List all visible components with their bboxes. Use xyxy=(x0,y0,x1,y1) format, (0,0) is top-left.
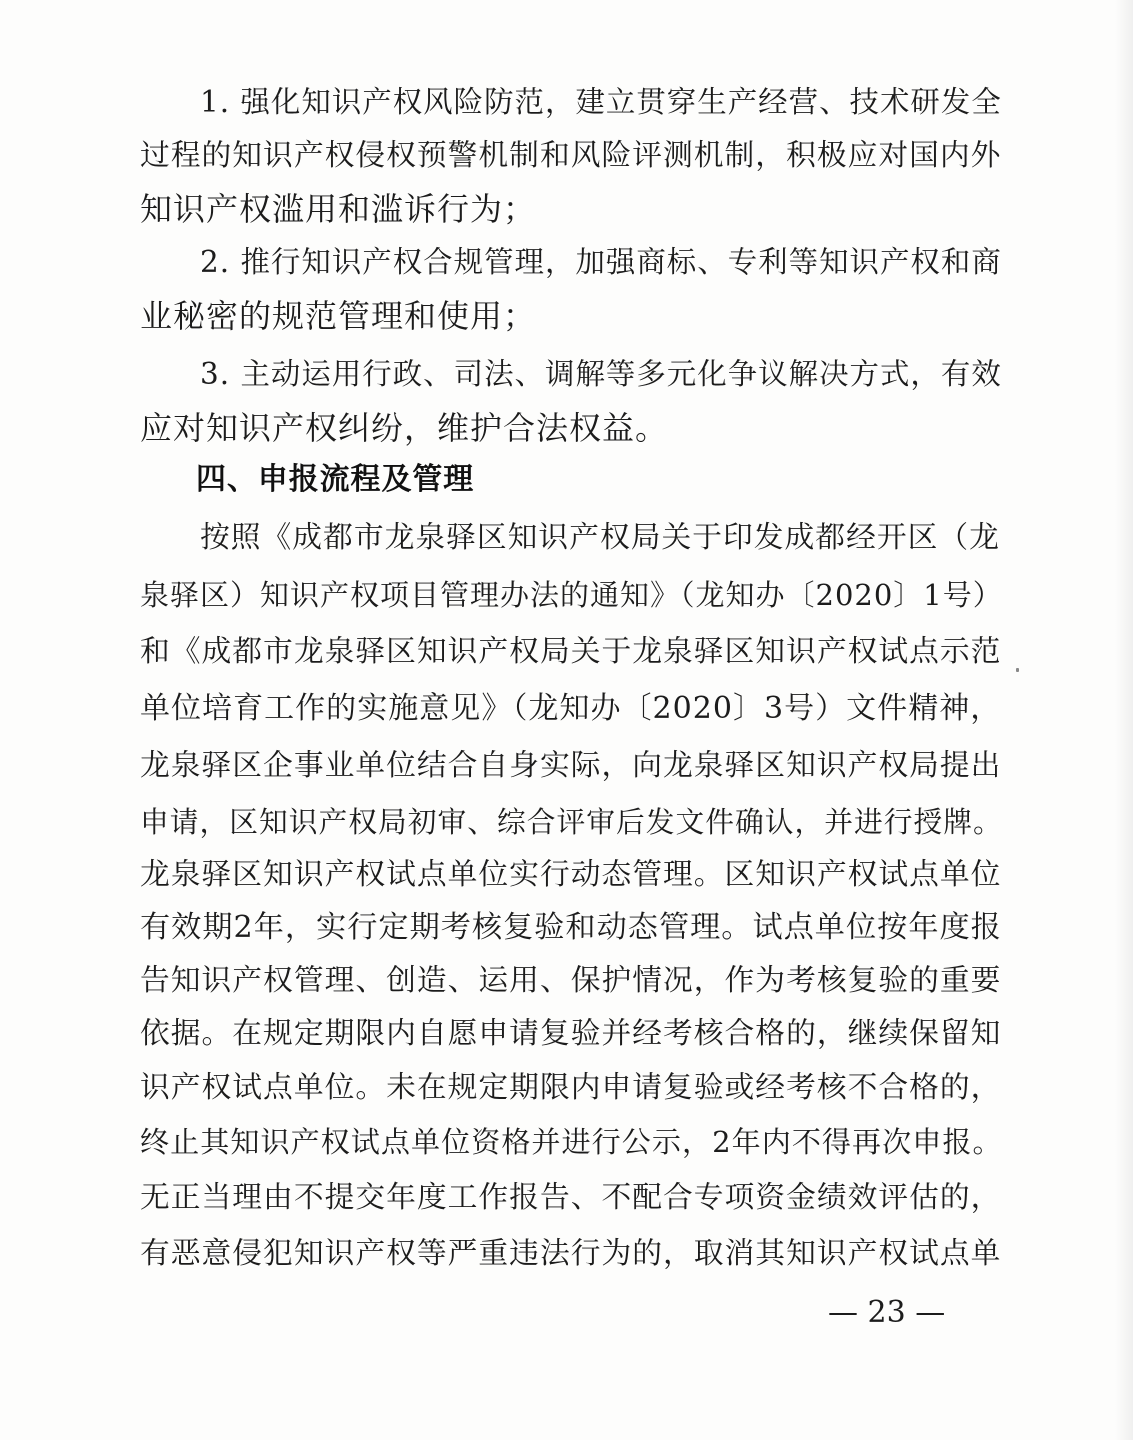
paragraph-line-20: 终止其知识产权试点单位资格并进行公示，2年内不得再次申报。 xyxy=(140,1125,1003,1159)
paragraph-line-11: 和《成都市龙泉驿区知识产权局关于龙泉驿区知识产权试点示范 xyxy=(140,634,1002,669)
page-edge-shadow xyxy=(1115,0,1133,1440)
paragraph-line-6: 3. 主动运用行政、司法、调解等多元化争议解决方式，有效 xyxy=(200,357,1002,391)
paragraph-line-4: 2. 推行知识产权合规管理，加强商标、专利等知识产权和商 xyxy=(200,245,1002,279)
paragraph-line-1: 1. 强化知识产权风险防范，建立贯穿生产经营、技术研发全 xyxy=(200,85,1002,119)
paragraph-line-3: 知识产权滥用和滥诉行为； xyxy=(140,190,537,228)
page-number: — 23 — xyxy=(828,1295,946,1330)
paragraph-line-12: 单位培育工作的实施意见》（龙知办〔2020〕3号）文件精神， xyxy=(140,691,1002,726)
paragraph-line-21: 无正当理由不提交年度工作报告、不配合专项资金绩效评估的， xyxy=(140,1180,1002,1215)
paragraph-line-18: 依据。在规定期限内自愿申请复验并经考核合格的，继续保留知 xyxy=(140,1016,1002,1051)
paragraph-line-2: 过程的知识产权侵权预警机制和风险评测机制，积极应对国内外 xyxy=(140,138,1002,173)
paragraph-line-9: 按照《成都市龙泉驿区知识产权局关于印发成都经开区（龙 xyxy=(200,520,1000,555)
paragraph-line-16: 有效期2年，实行定期考核复验和动态管理。试点单位按年度报 xyxy=(140,910,1002,945)
paragraph-line-7: 应对知识产权纠纷，维护合法权益。 xyxy=(140,409,669,447)
paragraph-line-17: 告知识产权管理、创造、运用、保护情况，作为考核复验的重要 xyxy=(140,963,1002,998)
paragraph-line-10: 泉驿区）知识产权项目管理办法的通知》（龙知办〔2020〕1号） xyxy=(140,578,1003,612)
paragraph-line-19: 识产权试点单位。未在规定期限内申请复验或经考核不合格的， xyxy=(140,1070,1002,1105)
paragraph-line-14: 申请，区知识产权局初审、综合评审后发文件确认，并进行授牌。 xyxy=(140,805,1003,839)
paragraph-line-13: 龙泉驿区企事业单位结合自身实际，向龙泉驿区知识产权局提出 xyxy=(140,748,1002,783)
paragraph-line-5: 业秘密的规范管理和使用； xyxy=(140,297,537,335)
paragraph-line-15: 龙泉驿区知识产权试点单位实行动态管理。区知识产权试点单位 xyxy=(140,857,1002,892)
section-heading: 四、申报流程及管理 xyxy=(196,462,475,497)
paragraph-line-22: 有恶意侵犯知识产权等严重违法行为的，取消其知识产权试点单 xyxy=(140,1236,1002,1271)
scan-speck xyxy=(1016,668,1019,672)
